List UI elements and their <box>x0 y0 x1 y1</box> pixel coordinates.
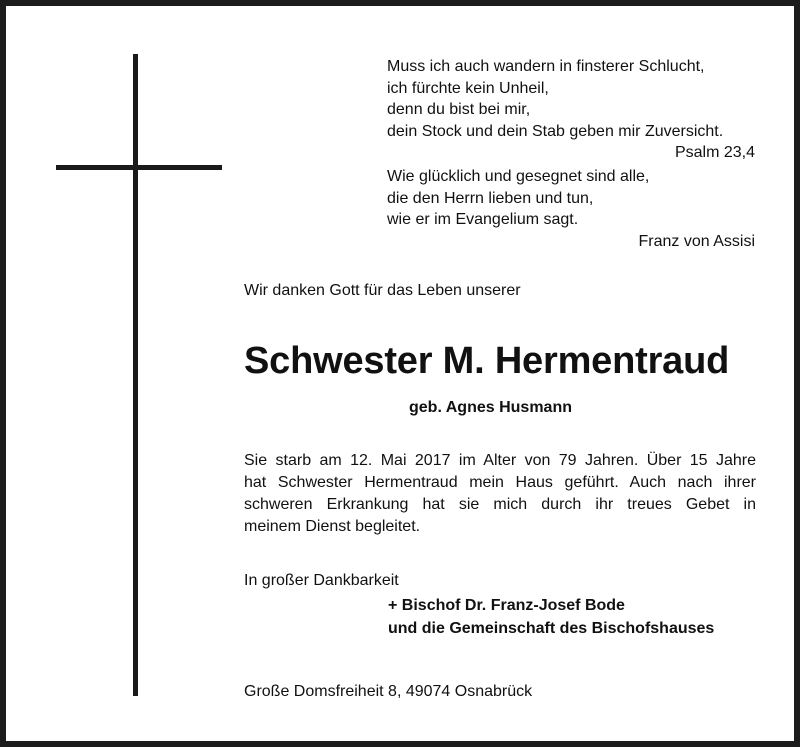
assisi-quote <box>387 166 755 252</box>
signatures <box>388 595 714 640</box>
verse-line: ich fürchte kein Unheil, <box>387 79 549 97</box>
body-line: schweren Erkrankung hat sie mich durch ihr treues Gebet in <box>244 496 756 513</box>
verse-line: wie er im Evangelium sagt. <box>387 211 579 228</box>
deceased-name: Schwester M. Hermentraud <box>244 340 730 382</box>
birth-name: geb. Agnes Husmann <box>409 399 572 416</box>
verse-line: dein Stock und dein Stab geben mir Zuversicht. <box>387 122 724 140</box>
signature-line: und die Gemeinschaft des Bischofshauses <box>388 619 715 637</box>
verse-line: die den Herrn lieben und tun, <box>387 189 594 207</box>
psalm-verse <box>387 56 755 164</box>
body-line: Sie starb am 12. Mai 2017 im Alter von 79 Jahren. Über 15 Jahre <box>244 452 756 469</box>
signature-line: + Bischof Dr. Franz-Josef Bode <box>388 597 625 614</box>
verse-source: Franz von Assisi <box>638 232 755 250</box>
verse-source: Psalm 23,4 <box>674 144 755 161</box>
verse-line: denn du bist bei mir, <box>387 101 531 118</box>
obituary-body <box>244 450 756 538</box>
body-line: meinem Dienst begleitet. <box>244 518 421 535</box>
cross-icon-horizontal-beam <box>56 165 222 170</box>
closing-phrase: In großer Dankbarkeit <box>244 572 399 589</box>
verse-line: Muss ich auch wandern in finsterer Schlucht, <box>387 58 705 75</box>
intro-text: Wir danken Gott für das Leben unserer <box>244 282 521 299</box>
body-line: hat Schwester Hermentraud mein Haus geführt. Auch nach ihrer <box>244 474 756 491</box>
address: Große Domsfreiheit 8, 49074 Osnabrück <box>244 683 533 700</box>
cross-icon-vertical-beam <box>133 54 138 696</box>
verse-line: Wie glücklich und gesegnet sind alle, <box>387 168 650 185</box>
